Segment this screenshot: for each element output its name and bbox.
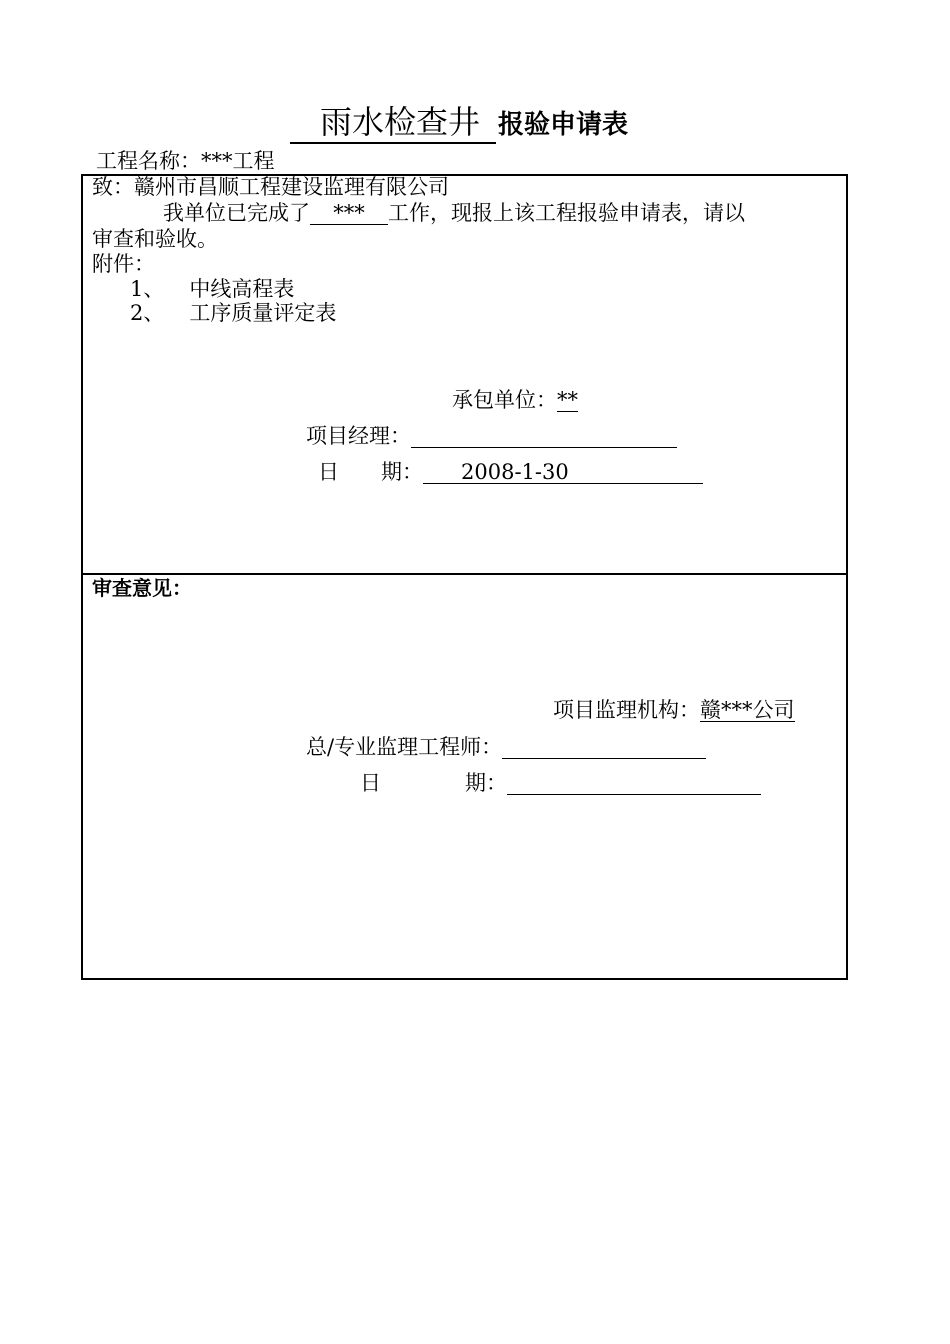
recipient-label: 致： xyxy=(92,175,134,199)
review-date-label: 日 期： xyxy=(360,771,507,795)
application-date-value: 2008-1-30 xyxy=(461,460,569,484)
project-manager-label: 项目经理： xyxy=(306,424,411,448)
attachment-num: 1、 xyxy=(130,277,165,301)
attachment-num: 2、 xyxy=(130,301,165,325)
project-name-value: ***工程 xyxy=(201,149,275,173)
form-title xyxy=(290,103,629,144)
attachment-item xyxy=(130,303,336,324)
project-manager-value xyxy=(411,426,677,448)
supervision-org-value: 赣***公司 xyxy=(700,698,795,722)
attachment-item xyxy=(130,279,294,300)
project-name-label: 工程名称： xyxy=(96,149,201,173)
recipient-value: 赣州市昌顺工程建设监理有限公司 xyxy=(134,175,449,199)
application-date-line xyxy=(318,462,703,484)
project-manager-line xyxy=(306,426,677,448)
review-opinion-label: 审查意见： xyxy=(92,576,192,600)
body-suffix: 工作，现报上该工程报验申请表，请以 xyxy=(388,201,745,225)
application-date-label: 日 期： xyxy=(318,460,423,484)
supervision-org-line xyxy=(553,700,795,722)
application-body-line2: 审查和验收。 xyxy=(92,227,218,251)
work-value: *** xyxy=(310,203,388,225)
attachment-name: 中线高程表 xyxy=(189,277,295,301)
project-name-line xyxy=(96,151,275,172)
form-title-suffix: 报验申请表 xyxy=(498,110,629,140)
body-prefix: 我单位已完成了 xyxy=(163,201,310,225)
attachment-name: 工序质量评定表 xyxy=(189,301,337,325)
contractor-line xyxy=(452,390,578,412)
contractor-label: 承包单位： xyxy=(452,388,557,412)
recipient-line xyxy=(92,177,449,198)
contractor-value: ** xyxy=(557,388,578,412)
attachments-label: 附件： xyxy=(92,252,155,276)
engineer-value xyxy=(502,737,706,759)
review-date-value xyxy=(507,773,761,795)
engineer-label: 总/专业监理工程师： xyxy=(306,735,503,759)
form-title-main: 雨水检查井 xyxy=(290,106,496,144)
application-date-value-wrap xyxy=(423,462,703,484)
engineer-line xyxy=(306,737,706,759)
supervision-org-label: 项目监理机构： xyxy=(553,698,700,722)
review-date-line xyxy=(360,773,761,795)
application-body-line1 xyxy=(163,203,745,225)
